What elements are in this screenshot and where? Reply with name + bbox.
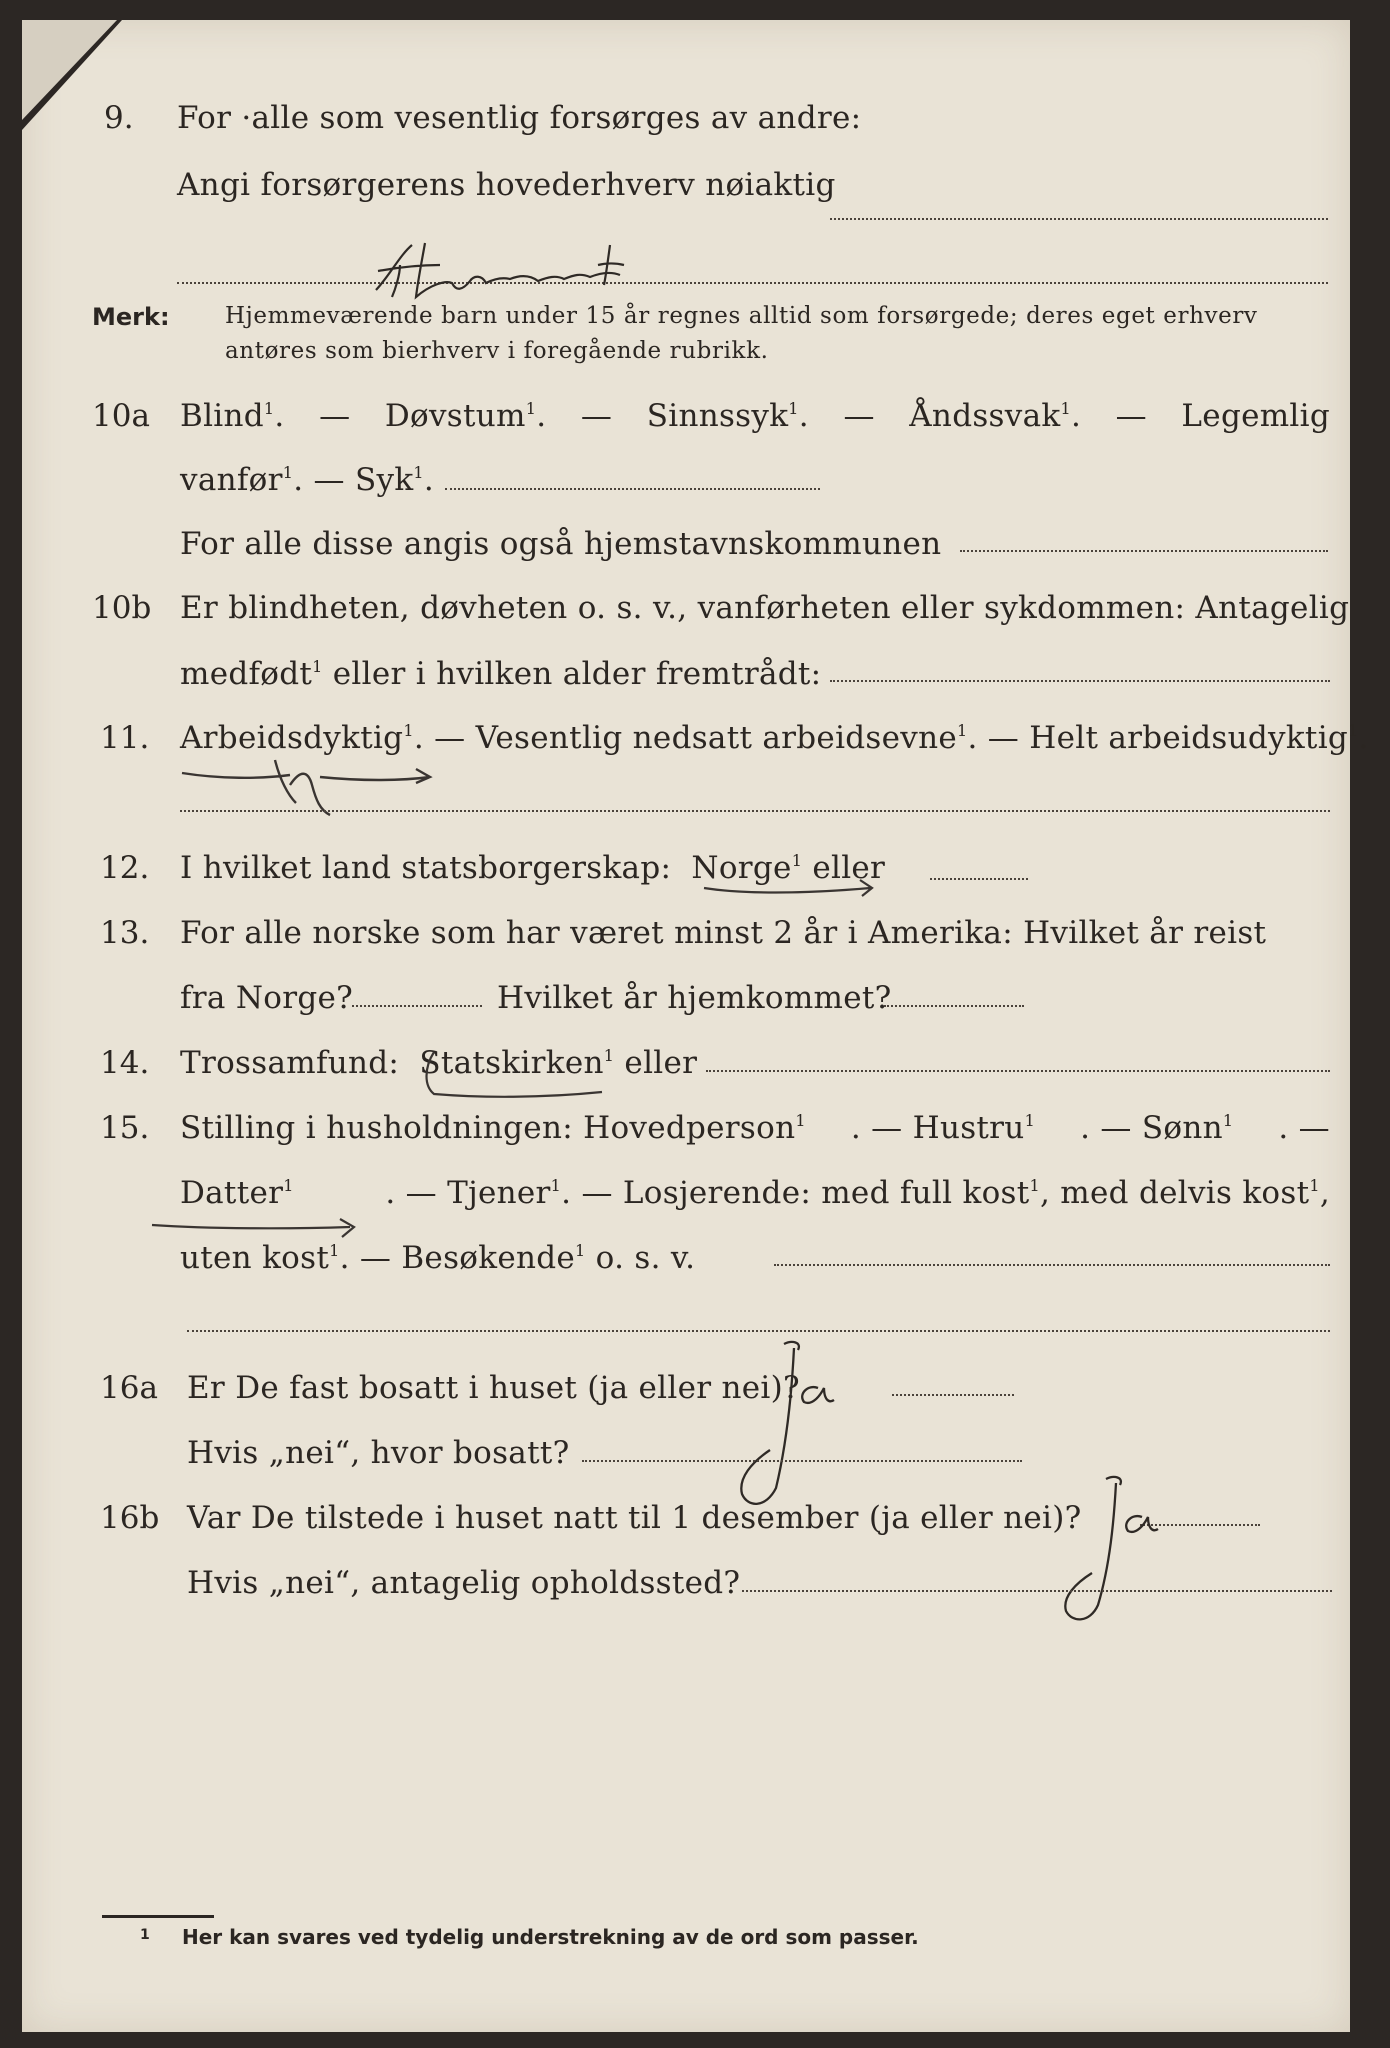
q9-handwritten-answer	[370, 235, 730, 305]
q10a-hjemstavn-answer-line[interactable]	[960, 550, 1328, 552]
q9-line1: For ·alle som vesentlig forsørges av andre:	[177, 100, 862, 136]
q10a-andssvak: Åndssvak	[909, 398, 1061, 434]
q10a-sinnssyk: Sinnssyk	[646, 398, 789, 434]
q10a-line3: For alle disse angis også hjemstavnskommunen	[180, 526, 942, 562]
q13-hjemkommet-answer-line[interactable]	[884, 1005, 1024, 1007]
q15-line3: uten kost$^1$. — Besøkende$^1$ o. s. v.	[180, 1240, 696, 1276]
q15-number: 15.	[100, 1110, 150, 1146]
q11-line1: Arbeidsdyktig$^1$. — Vesentlig nedsatt arbeidsevne$^1$. — Helt arbeidsudyktig$^1$.	[180, 720, 1369, 756]
q14-handwritten-mark	[422, 1048, 622, 1108]
page-corner-fold	[22, 20, 117, 120]
footnote-mark: 1	[140, 1927, 150, 1943]
q12-line1: I hvilket land statsborgerskap: Norge$^1$ eller	[180, 850, 886, 886]
q16b-handwritten-answer	[1050, 1475, 1180, 1635]
q10b-number: 10b	[92, 590, 152, 626]
q15-line2: Datter$^1$ . — Tjener$^1$. — Losjerende: med full kost$^1$, med delvis kost$^1$,	[180, 1175, 1330, 1211]
q9-number: 9.	[104, 100, 134, 136]
merk-line1: Hjemmeværende barn under 15 år regnes alltid som forsørgede; deres eget erhverv	[225, 303, 1258, 329]
q13-line2a: fra Norge?	[180, 980, 354, 1016]
q12-answer-line[interactable]	[930, 878, 1028, 880]
q11-handwritten-underline	[180, 755, 440, 825]
q16a-line2: Hvis „nei“, hvor bosatt?	[187, 1435, 570, 1471]
q16b-line2: Hvis „nei“, antagelig opholdssted?	[187, 1565, 741, 1601]
q10b-line2: medfødt$^1$ eller i hvilken alder fremtrådt:	[180, 656, 822, 692]
q13-reist-answer-line[interactable]	[352, 1005, 482, 1007]
q10a-number: 10a	[92, 398, 150, 434]
q10a-dovstum: Døvstum	[384, 398, 526, 434]
q10a-line1: Blind$^1$. — Døvstum$^1$. — Sinnssyk$^1$. — Åndssvak$^1$. — Legemlig	[180, 398, 1330, 434]
footnote-rule	[102, 1915, 214, 1918]
q10b-answer-line[interactable]	[830, 680, 1330, 682]
q13-number: 13.	[100, 915, 150, 951]
q15-answer-line-2[interactable]	[187, 1330, 1330, 1332]
q10a-blind: Blind	[180, 398, 264, 434]
q9-line2: Angi forsørgerens hovederhverv nøiaktig	[177, 167, 836, 203]
q12-number: 12.	[100, 850, 150, 886]
q16b-opholdssted-answer-line[interactable]	[742, 1590, 1332, 1592]
merk-line2: antøres som bierhverv i foregående rubrikk.	[225, 338, 769, 364]
footnote-text: Her kan svares ved tydelig understrekning av de ord som passer.	[182, 1925, 919, 1949]
q10a-syk-answer-line[interactable]	[445, 488, 820, 490]
q14-answer-line[interactable]	[706, 1070, 1330, 1072]
q16a-handwritten-answer	[722, 1338, 852, 1518]
q10a-line2: vanfør$^1$. — Syk$^1$.	[180, 462, 435, 498]
q9-answer-line-2[interactable]	[177, 282, 1328, 284]
census-form-page	[22, 20, 1369, 2032]
q10b-line1: Er blindheten, døvheten o. s. v., vanførheten eller sykdommen: Antagelig	[180, 590, 1350, 626]
q16a-answer-line[interactable]	[892, 1394, 1014, 1396]
q11-answer-line[interactable]	[180, 810, 1330, 812]
q12-handwritten-underline	[702, 876, 882, 906]
q16b-line1: Var De tilstede i huset natt til 1 desember (ja eller nei)?	[187, 1500, 1082, 1536]
merk-label: Merk:	[92, 303, 170, 331]
q13-line2b: Hvilket år hjemkommet?	[497, 980, 892, 1016]
q11-number: 11.	[100, 720, 150, 756]
q14-number: 14.	[100, 1045, 150, 1081]
q16b-number: 16b	[100, 1500, 160, 1536]
q10a-legemlig: Legemlig	[1181, 398, 1330, 434]
q16a-line1: Er De fast bosatt i huset (ja eller nei)?	[187, 1370, 800, 1406]
q15-answer-line[interactable]	[774, 1264, 1330, 1266]
q16a-bosatt-answer-line[interactable]	[582, 1460, 1022, 1462]
q14-line1: Trossamfund: Statskirken$^1$ eller	[180, 1045, 698, 1081]
q16a-number: 16a	[100, 1370, 158, 1406]
q15-line1: Stilling i husholdningen: Hovedperson$^1$ . — Hustru$^1$ . — Sønn$^1$ . —	[180, 1110, 1330, 1146]
q13-line1: For alle norske som har været minst 2 år i Amerika: Hvilket år reist	[180, 915, 1267, 951]
q9-answer-line[interactable]	[830, 218, 1328, 220]
